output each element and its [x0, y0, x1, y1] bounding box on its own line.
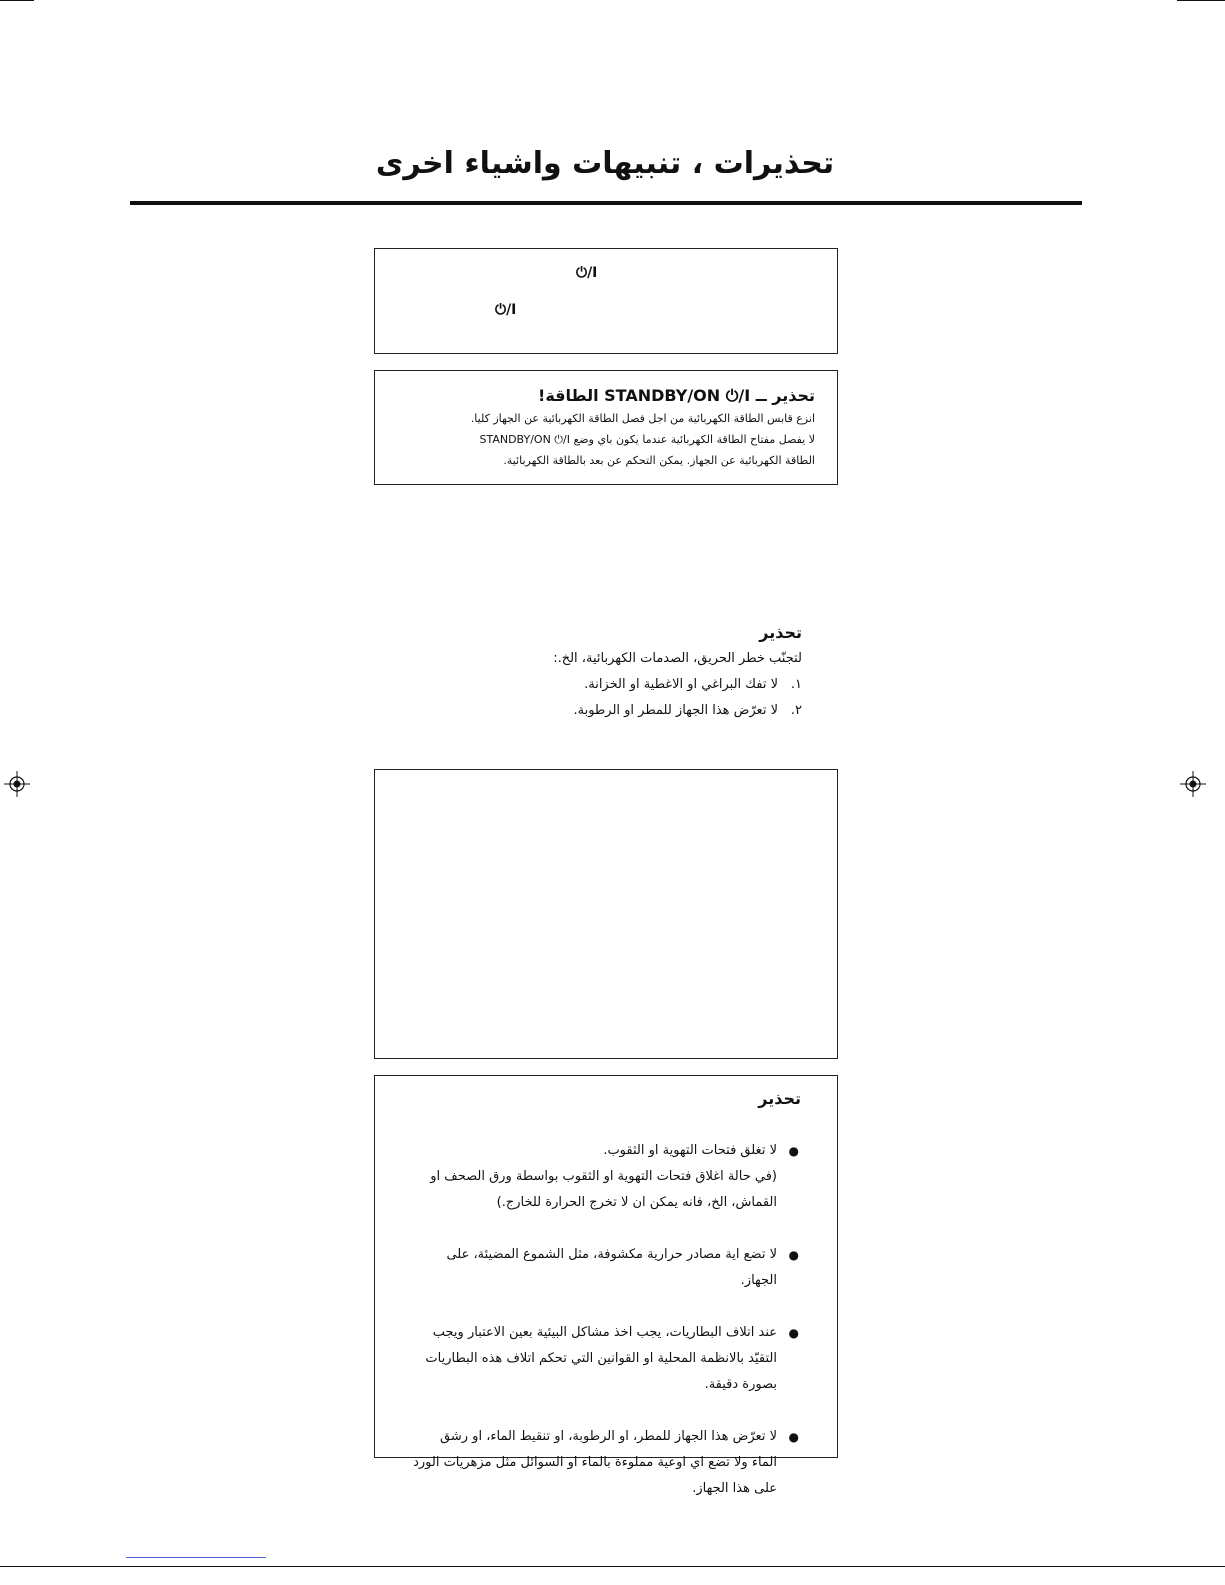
list-item: [411, 1242, 801, 1294]
bullet-icon: ●: [788, 1144, 799, 1158]
crop-mark-bottom-rule: [0, 1566, 1225, 1567]
standby-warning-heading: تحذير ــ STANDBY/ON ⏻/I الطاقة!: [538, 386, 815, 405]
list-item-text: لا تعرّض هذا الجهاز للمطر، او الرطوبة، او تنقيط الماء، او رشق الماء ولا تضع اي اوعية مملوءة بالماء او السوائل مثل مزهريات الورد على هذا الجهاز.: [413, 1429, 777, 1496]
warning-section-1: [470, 620, 802, 724]
list-item: [411, 1138, 801, 1216]
registration-mark-left-icon: [4, 771, 30, 797]
warning-1-heading: تحذير: [759, 623, 802, 642]
list-item: [470, 672, 802, 698]
list-item: [411, 1320, 801, 1398]
crop-mark-top-left: [0, 0, 34, 1]
bullet-icon: ●: [788, 1430, 799, 1444]
ventilation-warning-box: [374, 1075, 838, 1496]
warning-2-heading: تحذير: [758, 1089, 801, 1108]
list-number: ١.: [790, 677, 802, 692]
standby-warning-line-1: انزع قابس الطاقة الكهربائية من اجل فصل الطاقة الكهربائية عن الجهاز كليا.: [470, 412, 815, 425]
title-rule: [130, 201, 1082, 205]
list-item-text: لا تضع اية مصادر حرارية مكشوفة، مثل الشموع المضيئة، على الجهاز.: [446, 1247, 777, 1288]
list-item-text: لا تفك البراغي او الاغطية او الخزانة.: [584, 677, 778, 692]
standby-warning-line-3: الطاقة الكهربائية عن الجهاز. يمكن التحكم عن بعد بالطاقة الكهربائية.: [503, 454, 815, 467]
crop-mark-top-right: [1177, 0, 1225, 1]
warning-1-intro: لتجنّب خطر الحريق، الصدمات الكهربائية، الخ.:: [553, 651, 802, 666]
list-item: [411, 1424, 801, 1502]
list-item-text: عند اتلاف البطاريات، يجب اخذ مشاكل البيئية بعين الاعتبار ويجب التقيّد بالانظمة المحلية او القوانين التي تحكم اتلاف هذه البطاريات بصورة دقيقة.: [425, 1325, 777, 1392]
warning-2-list: [411, 1112, 801, 1528]
bullet-icon: ●: [788, 1326, 799, 1340]
standby-warning-line-2: لا يفصل مفتاح الطاقة الكهربائية عندما يكون باي وضع STANDBY/ON ⏻/I: [479, 433, 815, 446]
standby-warning-box: [374, 370, 838, 485]
power-symbol-1: ⏻/I: [576, 265, 598, 281]
bullet-icon: ●: [788, 1248, 799, 1262]
list-item-text: لا تغلق فتحات التهوية او الثقوب. (في حالة اغلاق فتحات التهوية او الثقوب بواسطة ورق الصحف او القماش، الخ، فانه يمكن ان لا تخرج الحرارة للخارج.): [430, 1143, 777, 1210]
warning-1-list: [470, 672, 802, 724]
empty-content-box: [374, 769, 838, 1059]
blue-footer-line: [126, 1557, 266, 1558]
list-item: [470, 698, 802, 724]
power-symbol-box: [374, 248, 838, 354]
registration-mark-right-icon: [1180, 771, 1206, 797]
list-number: ٢.: [790, 703, 802, 718]
warning-section-2: [411, 1086, 801, 1528]
list-item-text: لا تعرّض هذا الجهاز للمطر او الرطوبة.: [573, 703, 778, 718]
page-title: تحذيرات ، تنبيهات واشياء اخرى: [375, 146, 835, 181]
power-symbol-2: ⏻/I: [495, 302, 517, 318]
